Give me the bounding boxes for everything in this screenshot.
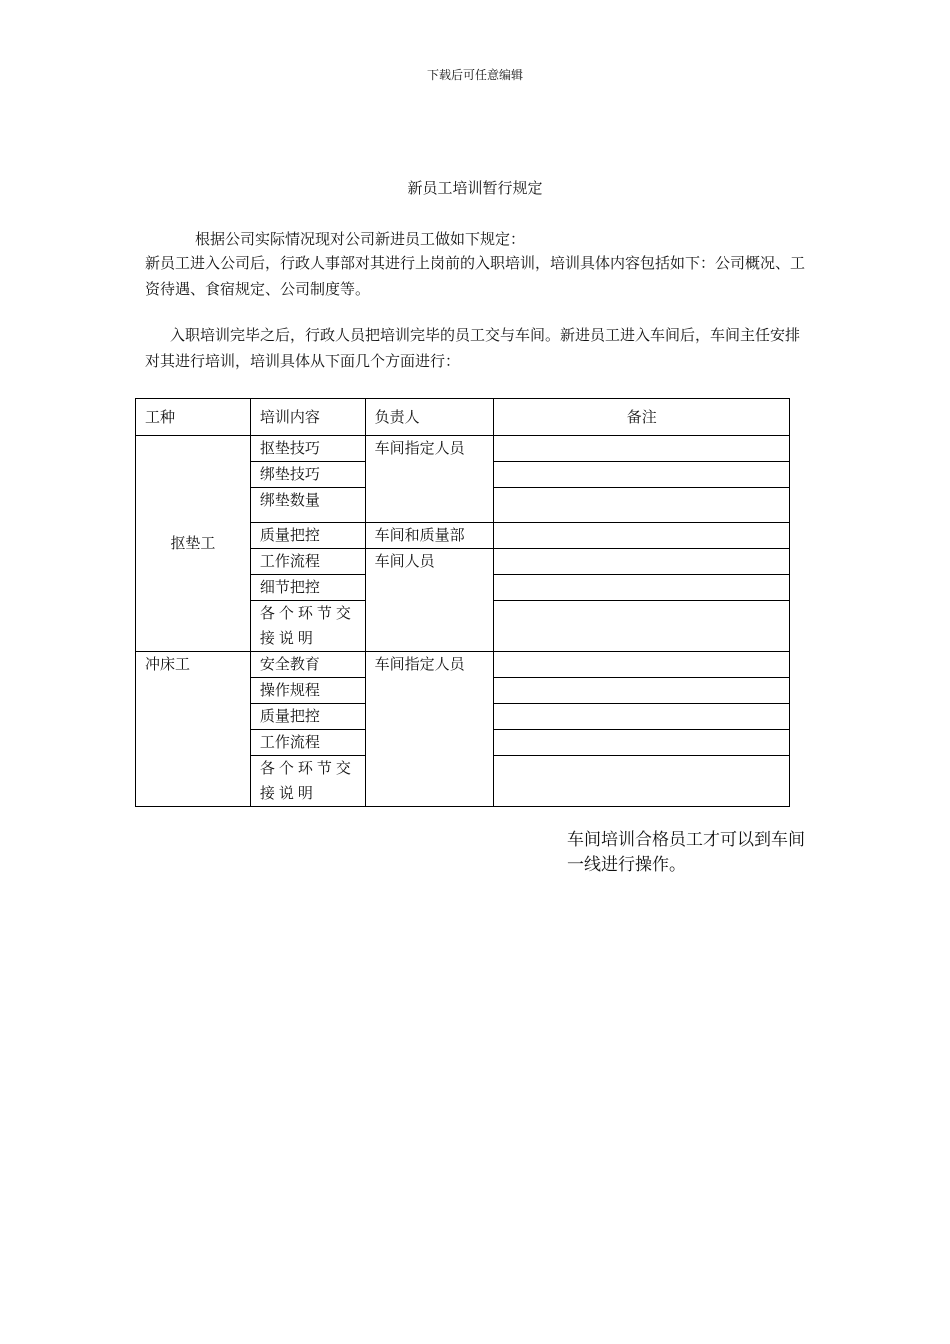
owner-cell: 车间指定人员 [365, 652, 494, 807]
table-header-row [136, 399, 790, 436]
owner-cell: 车间人员 [365, 549, 494, 652]
remark-cell [494, 601, 790, 652]
owner-cell: 车间和质量部 [365, 523, 494, 549]
remark-cell [494, 488, 790, 523]
header-remarks: 备注 [494, 399, 790, 436]
training-item: 操作规程 [250, 678, 365, 704]
owner-cell: 车间指定人员 [365, 436, 494, 523]
job-type-cell: 抠垫工 [136, 436, 251, 652]
training-table [135, 398, 790, 807]
training-item: 工作流程 [250, 549, 365, 575]
paragraph-workshop: 入职培训完毕之后，行政人员把培训完毕的员工交与车间。新进员工进入车间后，车间主任安排对其进行培训，培训具体从下面几个方面进行： [145, 326, 801, 370]
remark-cell [494, 678, 790, 704]
remark-cell [494, 462, 790, 488]
remark-cell [494, 652, 790, 678]
remark-cell [494, 756, 790, 807]
table-row [136, 436, 790, 462]
job-type-cell: 冲床工 [136, 652, 251, 807]
training-item: 细节把控 [250, 575, 365, 601]
header-responsible: 负责人 [365, 399, 494, 436]
remark-cell [494, 549, 790, 575]
training-item: 安全教育 [250, 652, 365, 678]
remark-cell [494, 575, 790, 601]
training-item: 质量把控 [250, 523, 365, 549]
document-title: 新员工培训暂行规定 [407, 179, 543, 197]
header-training-content: 培训内容 [250, 399, 365, 436]
training-item: 抠垫技巧 [250, 436, 365, 462]
paragraph-onboarding: 新员工进入公司后，行政人事部对其进行上岗前的入职培训，培训具体内容包括如下：公司概况、工资待遇、食宿规定、公司制度等。 [145, 254, 806, 298]
paragraph-intro: 根据公司实际情况现对公司新进员工做如下规定： [195, 230, 526, 248]
training-item: 各个环节交接说明 [250, 756, 365, 807]
training-item: 绑垫数量 [250, 488, 365, 523]
remark-cell [494, 730, 790, 756]
training-item: 质量把控 [250, 704, 365, 730]
table-row [136, 652, 790, 678]
training-item: 各个环节交接说明 [250, 601, 365, 652]
remark-cell [494, 704, 790, 730]
remark-cell [494, 523, 790, 549]
header-job-type: 工种 [136, 399, 251, 436]
training-item: 工作流程 [250, 730, 365, 756]
remark-cell [494, 436, 790, 462]
closing-note: 车间培训合格员工才可以到车间一线进行操作。 [567, 830, 805, 875]
training-item: 绑垫技巧 [250, 462, 365, 488]
page-header-note: 下载后可任意编辑 [426, 68, 523, 82]
